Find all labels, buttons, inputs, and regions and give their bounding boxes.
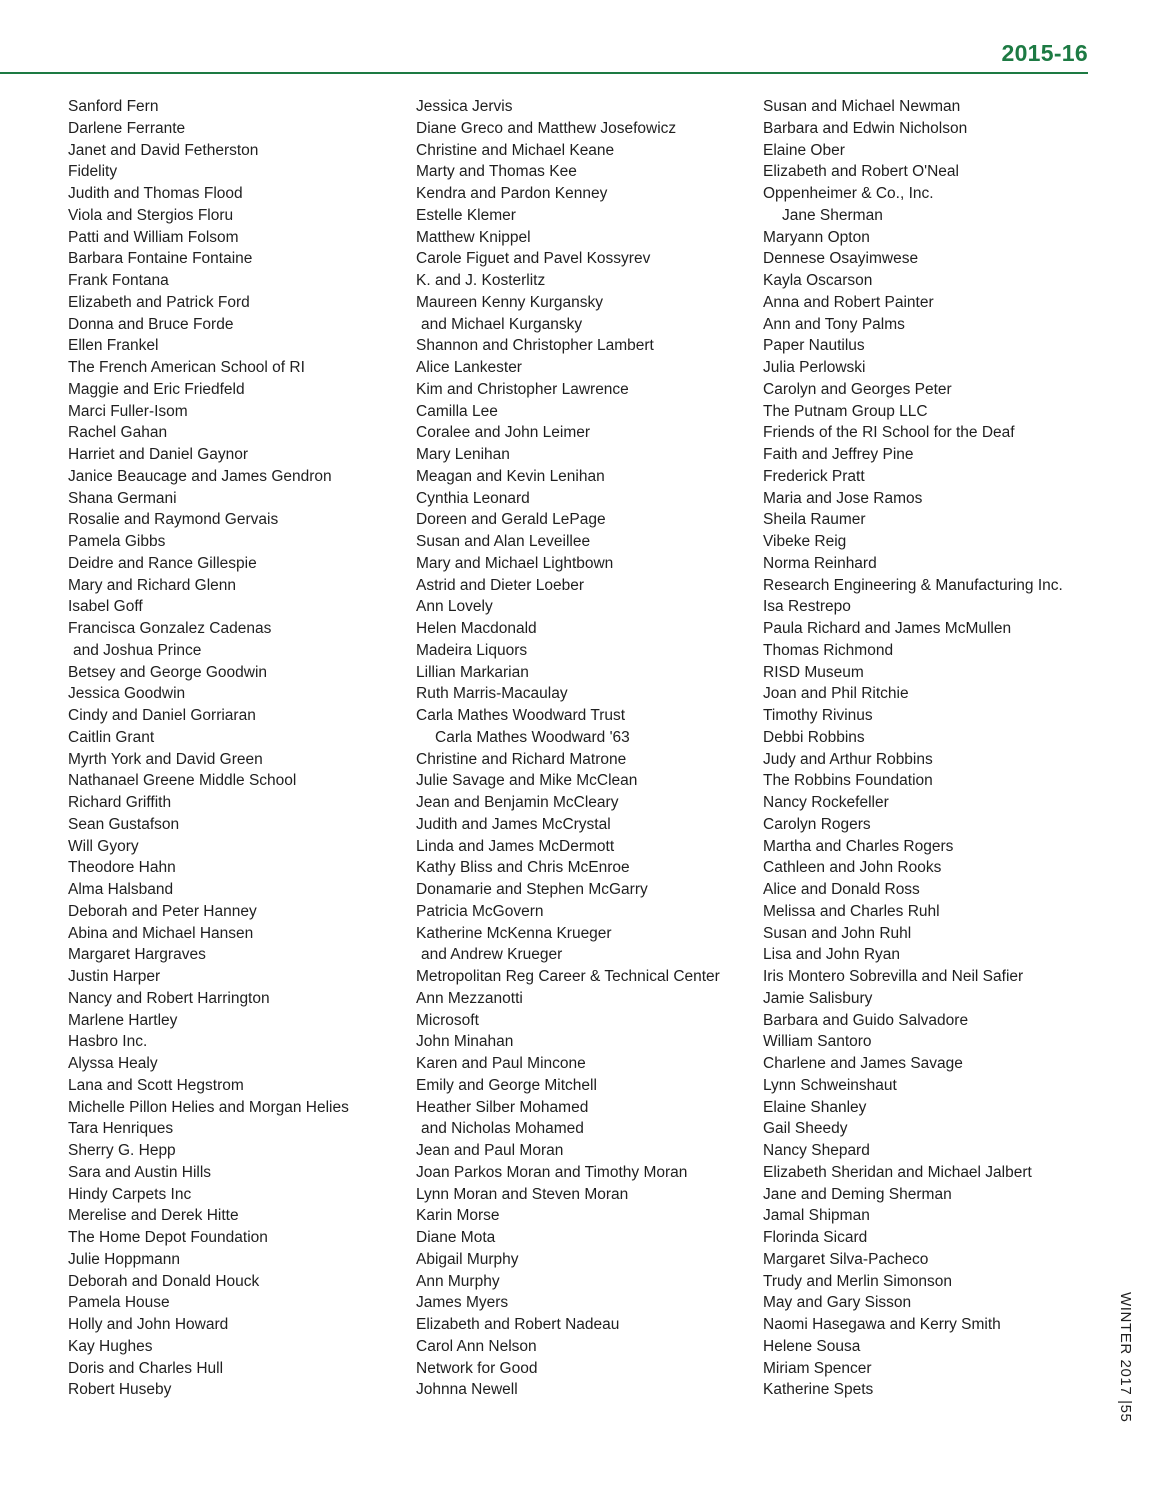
donor-name: Jean and Benjamin McCleary (416, 794, 619, 811)
donor-name: Estelle Klemer (416, 206, 516, 224)
donor-name: Lynn Schweinshaut (763, 1076, 897, 1094)
donor-name: Barbara and Edwin Nicholson (763, 119, 968, 137)
donor-name: Helen Macdonald (416, 620, 537, 637)
donor-name: Debbi Robbins (763, 728, 865, 746)
donor-name: Marlene Hartley (68, 1011, 178, 1029)
donor-name: Helene Sousa (763, 1337, 861, 1355)
donor-name: Jessica Jervis (416, 98, 513, 115)
donor-name: Fidelity (68, 163, 118, 181)
donor-name: and Andrew Krueger (421, 946, 563, 964)
donor-name: Carla Mathes Woodward '63 (435, 728, 630, 746)
donor-name: Network for Good (416, 1359, 538, 1377)
donor-name: Mary Lenihan (416, 446, 510, 463)
donor-name: Frederick Pratt (763, 467, 865, 485)
donor-name: Elizabeth and Robert O'Neal (763, 163, 959, 181)
donor-name: Janice Beaucage and James Gendron (68, 467, 332, 485)
donor-name: Dennese Osayimwese (763, 250, 919, 268)
donor-name: Elaine Ober (763, 141, 845, 159)
donor-name: Nancy Shepard (763, 1142, 870, 1159)
donor-name: Shannon and Christopher Lambert (416, 337, 654, 355)
donor-name: Pamela Gibbs (68, 533, 166, 550)
donor-name: Abigail Murphy (416, 1250, 519, 1268)
donor-name: Naomi Hasegawa and Kerry Smith (763, 1316, 1001, 1333)
donor-name: Ann Murphy (416, 1272, 500, 1290)
donor-name: Cathleen and John Rooks (763, 859, 942, 877)
donor-name: Harriet and Daniel Gaynor (68, 446, 249, 463)
donor-name: Alma Halsband (68, 881, 174, 898)
donor-name: Lisa and John Ryan (763, 946, 901, 964)
donor-name: Viola and Stergios Floru (68, 206, 234, 224)
donor-name: Deidre and Rance Gillespie (68, 554, 257, 572)
donor-name: Shana Germani (68, 489, 177, 507)
donor-name: Ann Lovely (416, 598, 493, 616)
donor-name: Marci Fuller-Isom (68, 402, 188, 420)
donor-name: Julia Perlowski (763, 359, 866, 376)
donor-name: Caitlin Grant (68, 728, 155, 746)
donor-name: Astrid and Dieter Loeber (416, 576, 585, 594)
donor-name: Nancy and Robert Harrington (68, 989, 270, 1007)
donor-name: Maryann Opton (763, 228, 870, 246)
donor-name: Johnna Newell (416, 1381, 518, 1399)
donor-name: Anna and Robert Painter (763, 293, 934, 311)
page-year-heading: 2015-16 (1001, 40, 1088, 66)
donor-name: Lana and Scott Hegstrom (68, 1076, 244, 1094)
donor-name: Oppenheimer & Co., Inc. (763, 185, 934, 202)
donor-name: Julie Savage and Mike McClean (416, 772, 638, 790)
donor-name: Friends of the RI School for the Deaf (763, 424, 1015, 442)
donor-name: Jean and Paul Moran (416, 1142, 564, 1159)
donor-name: Judith and James McCrystal (416, 815, 611, 833)
donor-name: Carolyn and Georges Peter (763, 380, 952, 398)
donor-name: Christine and Richard Matrone (416, 750, 627, 768)
donor-name: and Joshua Prince (73, 641, 202, 659)
donor-name: Marty and Thomas Kee (416, 163, 577, 181)
donor-name: Donna and Bruce Forde (68, 315, 234, 333)
donor-column-3 (763, 96, 1063, 1401)
donor-name: Hasbro Inc. (68, 1033, 148, 1051)
donor-name: Margaret Hargraves (68, 946, 206, 964)
donor-name: Pamela House (68, 1294, 170, 1312)
donor-name: RISD Museum (763, 663, 864, 681)
donor-name: Tara Henriques (68, 1120, 174, 1138)
donor-name: Katherine Spets (763, 1381, 874, 1399)
donor-name: Jane Sherman (782, 206, 883, 224)
donor-name: Sara and Austin Hills (68, 1163, 212, 1181)
donor-name: Will Gyory (68, 837, 139, 855)
donor-name: Theodore Hahn (68, 859, 176, 877)
donor-name: Charlene and James Savage (763, 1055, 963, 1072)
donor-name: Elaine Shanley (763, 1098, 867, 1116)
donor-name: Iris Montero Sobrevilla and Neil Safier (763, 968, 1024, 985)
donor-name: Carolyn Rogers (763, 815, 871, 833)
donor-name: Lillian Markarian (416, 663, 529, 681)
donor-name: Florinda Sicard (763, 1229, 868, 1246)
donor-name: Deborah and Donald Houck (68, 1272, 260, 1290)
donor-name: William Santoro (763, 1033, 872, 1051)
donor-name: Sheila Raumer (763, 511, 866, 529)
donor-name: Karen and Paul Mincone (416, 1055, 586, 1072)
donor-name: Holly and John Howard (68, 1316, 229, 1333)
donor-name: Robert Huseby (68, 1381, 172, 1399)
donor-name: Sean Gustafson (68, 815, 180, 833)
footer-issue: WINTER 2017 (1117, 1292, 1134, 1396)
donor-name: Kayla Oscarson (763, 272, 873, 289)
footer-separator: | (1117, 1400, 1134, 1405)
donor-name: Sherry G. Hepp (68, 1142, 176, 1159)
donor-name: Ann Mezzanotti (416, 989, 523, 1007)
donor-name: Matthew Knippel (416, 228, 531, 246)
donor-name: Carol Ann Nelson (416, 1337, 537, 1355)
donor-name: Barbara Fontaine Fontaine (68, 250, 253, 268)
donor-name: Michelle Pillon Helies and Morgan Helies (68, 1098, 349, 1116)
donor-name: Heather Silber Mohamed (416, 1098, 589, 1116)
donor-name: Isabel Goff (68, 598, 143, 616)
donor-name: Melissa and Charles Ruhl (763, 902, 940, 920)
donor-name: Ann and Tony Palms (763, 315, 905, 333)
donor-name: The Putnam Group LLC (763, 402, 928, 420)
donor-name: Nathanael Greene Middle School (68, 772, 297, 790)
donor-name: Cynthia Leonard (416, 489, 530, 507)
donor-name: Sanford Fern (68, 98, 159, 115)
donor-name: Camilla Lee (416, 402, 498, 420)
donor-name: Patti and William Folsom (68, 228, 239, 246)
donor-name: Joan Parkos Moran and Timothy Moran (416, 1163, 688, 1181)
donor-name: Janet and David Fetherston (68, 141, 259, 159)
donor-name: Lynn Moran and Steven Moran (416, 1185, 629, 1203)
donor-name: Deborah and Peter Hanney (68, 902, 257, 920)
donor-name: Thomas Richmond (763, 641, 894, 659)
donor-name: Susan and Alan Leveillee (416, 533, 591, 550)
donor-name: Carla Mathes Woodward Trust (416, 707, 626, 724)
donor-name: Cindy and Daniel Gorriaran (68, 707, 256, 724)
donor-name: Ruth Marris-Macaulay (416, 685, 568, 703)
donor-name: Microsoft (416, 1011, 479, 1029)
donor-name: Doreen and Gerald LePage (416, 511, 606, 529)
donor-name: Judith and Thomas Flood (68, 185, 243, 202)
donor-name: Barbara and Guido Salvadore (763, 1011, 969, 1029)
donor-name: Gail Sheedy (763, 1120, 848, 1138)
donor-name: The Robbins Foundation (763, 772, 933, 790)
donor-name: Mary and Michael Lightbown (416, 554, 614, 572)
donor-name: Research Engineering & Manufacturing Inc. (763, 576, 1063, 594)
donor-name: Nancy Rockefeller (763, 794, 889, 811)
donor-name: Francisca Gonzalez Cadenas (68, 620, 272, 637)
donor-name: James Myers (416, 1294, 509, 1312)
donor-name: Alice and Donald Ross (763, 881, 920, 898)
donor-name: Abina and Michael Hansen (68, 924, 254, 942)
donor-name: Kim and Christopher Lawrence (416, 380, 629, 398)
donor-name: Doris and Charles Hull (68, 1359, 224, 1377)
donor-name: Kathy Bliss and Chris McEnroe (416, 859, 630, 877)
donor-name: The French American School of RI (68, 359, 305, 376)
donor-name: Madeira Liquors (416, 641, 528, 659)
donor-name: Frank Fontana (68, 272, 169, 289)
donor-name: Faith and Jeffrey Pine (763, 446, 914, 463)
donor-name: Susan and Michael Newman (763, 98, 961, 115)
donor-name: Joan and Phil Ritchie (763, 685, 909, 703)
donor-name: Julie Hoppmann (68, 1250, 181, 1268)
donor-name: Merelise and Derek Hitte (68, 1207, 239, 1225)
donor-name: K. and J. Kosterlitz (416, 272, 546, 289)
donor-name: Timothy Rivinus (763, 707, 873, 724)
donor-name: Rachel Gahan (68, 424, 168, 442)
donor-name: Emily and George Mitchell (416, 1076, 597, 1094)
donor-name: Carole Figuet and Pavel Kossyrev (416, 250, 651, 268)
donor-name: Maria and Jose Ramos (763, 489, 923, 507)
header-divider (0, 72, 1088, 74)
donor-name: Katherine McKenna Krueger (416, 924, 612, 942)
donor-column-1 (68, 96, 349, 1401)
donor-column-2 (416, 96, 720, 1401)
donor-name: Paper Nautilus (763, 337, 865, 355)
donor-name: Myrth York and David Green (68, 750, 263, 768)
donor-name: Susan and John Ruhl (763, 924, 912, 942)
donor-name: Elizabeth and Patrick Ford (68, 293, 250, 311)
donor-name: Jane and Deming Sherman (763, 1185, 952, 1203)
donor-name: John Minahan (416, 1033, 514, 1051)
page-footer (1117, 1292, 1134, 1422)
donor-name: Meagan and Kevin Lenihan (416, 467, 605, 485)
donor-name: Hindy Carpets Inc (68, 1185, 192, 1203)
donor-name: Patricia McGovern (416, 902, 544, 920)
donor-name: Coralee and John Leimer (416, 424, 591, 442)
donor-name: Rosalie and Raymond Gervais (68, 511, 279, 529)
donor-name: Paula Richard and James McMullen (763, 620, 1012, 637)
donor-name: Darlene Ferrante (68, 119, 186, 137)
donor-name: Trudy and Merlin Simonson (763, 1272, 952, 1290)
donor-name: Elizabeth Sheridan and Michael Jalbert (763, 1163, 1032, 1181)
donor-name: Elizabeth and Robert Nadeau (416, 1316, 620, 1333)
donor-name: Mary and Richard Glenn (68, 576, 236, 594)
footer-page-number: 55 (1117, 1404, 1134, 1423)
donor-name: Vibeke Reig (763, 533, 847, 550)
donor-name: Jamal Shipman (763, 1207, 870, 1225)
donor-name: Margaret Silva-Pacheco (763, 1250, 929, 1268)
donor-name: Ellen Frankel (68, 337, 159, 355)
donor-name: Diane Greco and Matthew Josefowicz (416, 119, 677, 137)
donor-name: Kendra and Pardon Kenney (416, 185, 608, 202)
donor-name: Karin Morse (416, 1207, 500, 1225)
donor-name: Isa Restrepo (763, 598, 851, 616)
donor-name: Maggie and Eric Friedfeld (68, 380, 245, 398)
donor-name: Martha and Charles Rogers (763, 837, 954, 855)
donor-name: Metropolitan Reg Career & Technical Center (416, 968, 720, 985)
donor-name: The Home Depot Foundation (68, 1229, 268, 1246)
donor-name: Christine and Michael Keane (416, 141, 615, 159)
donor-name: Norma Reinhard (763, 554, 877, 572)
donor-name: Alice Lankester (416, 359, 522, 376)
donor-name: and Nicholas Mohamed (421, 1120, 584, 1138)
donor-name: Alyssa Healy (68, 1055, 158, 1072)
donor-name: Linda and James McDermott (416, 837, 615, 855)
donor-name: Kay Hughes (68, 1337, 153, 1355)
donor-name: Diane Mota (416, 1229, 496, 1246)
donor-name: Judy and Arthur Robbins (763, 750, 933, 768)
donor-name: Richard Griffith (68, 794, 172, 811)
donor-name: Miriam Spencer (763, 1359, 872, 1377)
donor-name: and Michael Kurgansky (421, 315, 583, 333)
donor-name: Maureen Kenny Kurgansky (416, 293, 603, 311)
donor-name: Jessica Goodwin (68, 685, 186, 703)
donor-name: Justin Harper (68, 968, 161, 985)
donor-name: Betsey and George Goodwin (68, 663, 268, 681)
donor-name: May and Gary Sisson (763, 1294, 912, 1312)
donor-name: Jamie Salisbury (763, 989, 873, 1007)
donor-name: Donamarie and Stephen McGarry (416, 881, 648, 898)
